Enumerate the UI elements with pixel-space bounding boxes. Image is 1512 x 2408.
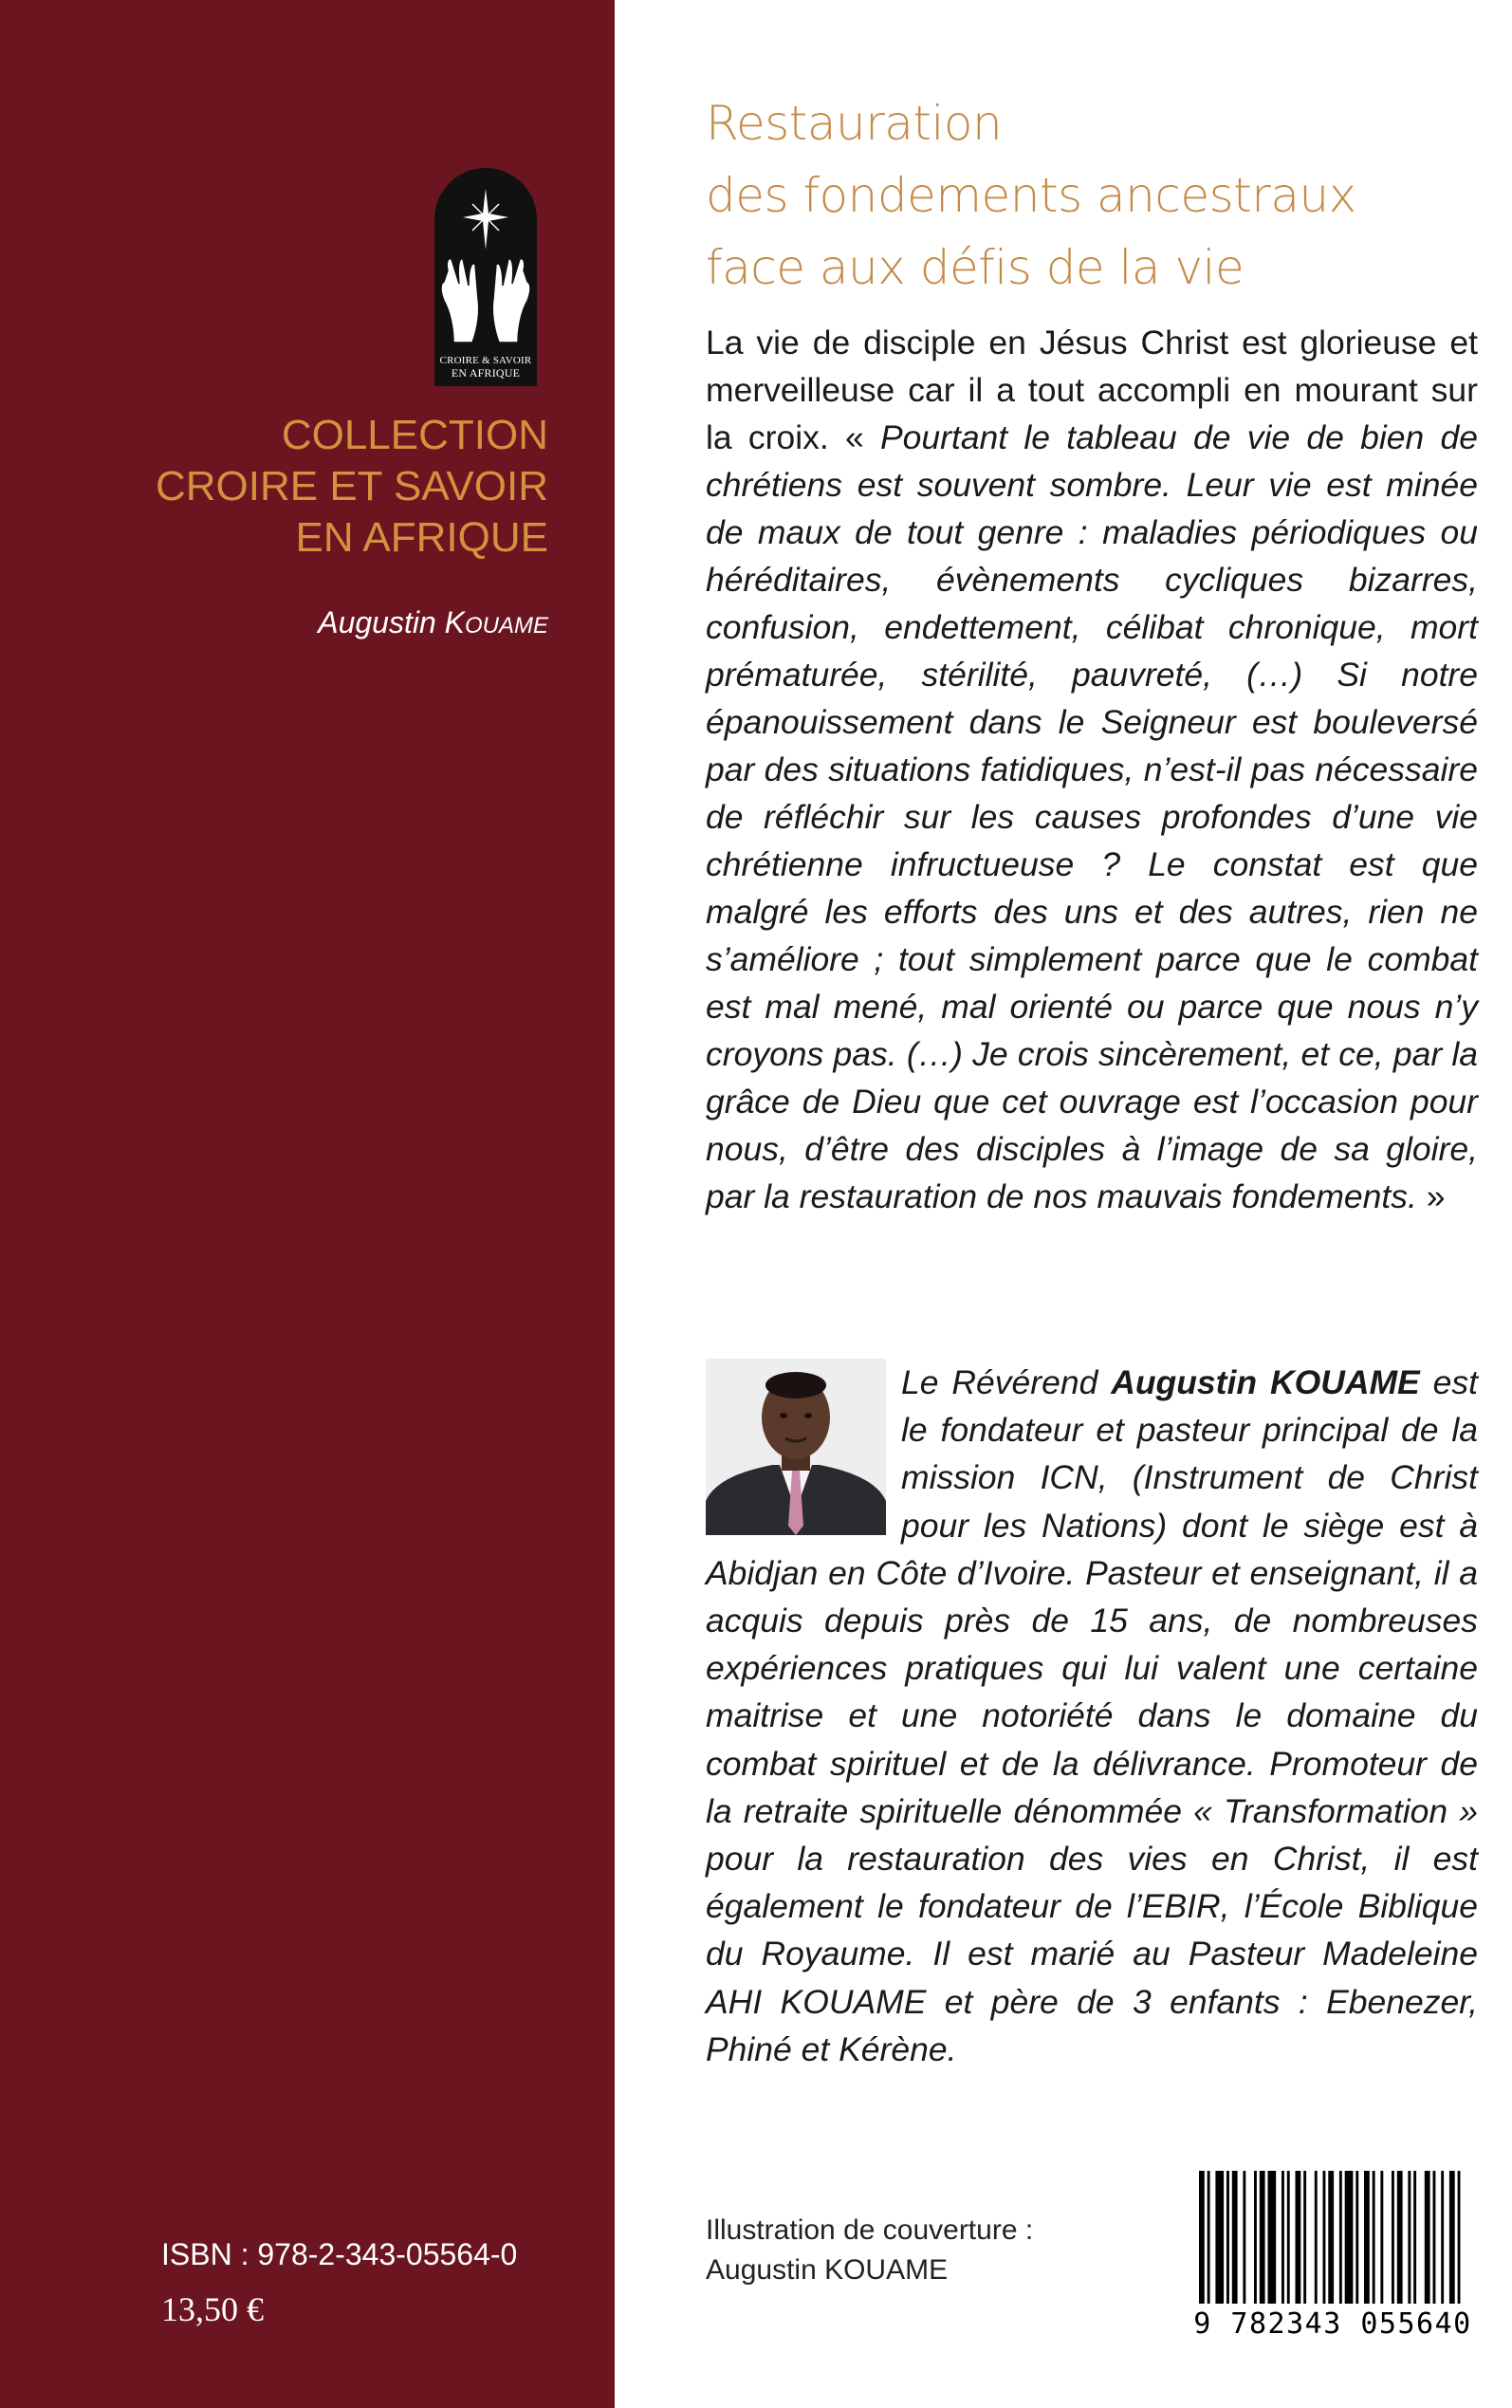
- title-line-3: face aux défis de la vie: [706, 240, 1245, 295]
- right-hand-icon: [492, 259, 530, 343]
- barcode-bar: [1373, 2171, 1375, 2304]
- barcode-bar: [1441, 2171, 1444, 2304]
- barcode-bar: [1397, 2171, 1403, 2304]
- barcode-bar: [1215, 2171, 1224, 2304]
- logo-text-line-2: EN AFRIQUE: [451, 366, 521, 380]
- barcode-bar: [1296, 2171, 1301, 2304]
- barcode-bar: [1433, 2171, 1436, 2304]
- barcode-bar: [1380, 2171, 1383, 2304]
- barcode-bar: [1339, 2171, 1342, 2304]
- bio-author-name: Augustin KOUAME: [1111, 1363, 1420, 1401]
- illustration-line-1: Illustration de couverture :: [706, 2214, 1034, 2246]
- author-last-initial: K: [444, 605, 465, 639]
- barcode-icon: [1184, 2165, 1482, 2307]
- title-line-2: des fondements ancestraux: [706, 168, 1356, 223]
- author-first-name: Augustin: [318, 605, 436, 639]
- collection-line-1: COLLECTION: [281, 412, 548, 458]
- barcode-bar: [1364, 2171, 1370, 2304]
- barcode-bar: [1408, 2171, 1411, 2304]
- barcode-bar: [1315, 2171, 1318, 2304]
- left-hand-icon: [441, 259, 479, 343]
- hands-star-logo-icon: [434, 168, 537, 353]
- left-author-name: [318, 605, 548, 640]
- illustration-credit: [706, 2211, 1033, 2290]
- barcode-bar: [1208, 2171, 1210, 2304]
- book-title: [706, 87, 1484, 304]
- bio-lead: Le Révérend: [901, 1363, 1112, 1401]
- title-line-1: Restauration: [706, 96, 1003, 151]
- collection-name: [55, 410, 548, 564]
- barcode-bar: [1199, 2171, 1205, 2304]
- barcode-bar: [1282, 2171, 1284, 2304]
- collection-logo: [434, 168, 537, 386]
- barcode-bar: [1323, 2171, 1326, 2304]
- barcode-bar: [1345, 2171, 1354, 2304]
- collection-line-3: EN AFRIQUE: [295, 514, 548, 561]
- summary-intro: La vie de disciple en Jésus Christ est glorieuse et merveilleuse car il a tout accompli en mourant sur la croix. «: [706, 324, 1478, 456]
- author-biography: [706, 1359, 1478, 2073]
- barcode-bar: [1287, 2171, 1290, 2304]
- author-last-rest: OUAME: [464, 613, 548, 639]
- logo-text-line-1: CROIRE & SAVOIR: [439, 355, 532, 366]
- barcode-bar: [1268, 2171, 1277, 2304]
- barcode-bar: [1260, 2171, 1265, 2304]
- star-icon: [463, 189, 508, 250]
- barcode: [1184, 2165, 1482, 2345]
- barcode-digits: 9 782343 055640: [1193, 2307, 1472, 2341]
- barcode-bar: [1232, 2171, 1238, 2304]
- barcode-bar: [1392, 2171, 1394, 2304]
- summary-quote: Pourtant le tableau de vie de bien de chrétiens est souvent sombre. Leur vie est minée de maux de tout genre : maladies périodiques ou héréditaires, évènements cycliques bizarres, confusion, endettement, célibat chronique, mort prématurée, stérilité, pauvreté, (…) Si notre épanouissement dans le Seigneur est bouleversé par des situations fatidiques, n’est-il pas nécessaire de réfléchir sur les causes profondes d’une vie chrétienne infructueuse ? Le constat est que malgré les efforts des uns et des autres, rien ne s’améliore ; tout simplement parce que le combat est mal mené, mal orienté ou parce que nous n’y croyons pas. (…) Je crois sincèrement, et ce, par la grâce de Dieu que cet ouvrage est l’occasion pour nous, d’être des disciples à l’image de sa gloire, par la restauration de nos mauvais fondements.: [706, 418, 1479, 1215]
- barcode-bar: [1303, 2171, 1306, 2304]
- barcode-bar: [1254, 2171, 1257, 2304]
- bio-text: est le fondateur et pasteur principal de la mission ICN, (Instrument de Christ pour les Nations) dont le siège est à Abidjan en Côte d’Ivoire. Pasteur et enseignant, il a acquis depuis près de 15 ans, de nombreuses expériences pratiques qui lui valent une certaine maitrise et une notoriété dans le domaine du combat spirituel et de la délivrance. Promoteur de la retraite spirituelle dénommée « Transformation » pour la restauration des vies en Christ, il est également le fondateur de l’EBIR, l’École Biblique du Royaume. Il est marié au Pasteur Madeleine AHI KOUAME et père de 3 enfants : Ebenezer, Phiné et Kérène.: [706, 1363, 1478, 2068]
- barcode-bar: [1413, 2171, 1416, 2304]
- book-summary: [706, 319, 1478, 1220]
- barcode-bar: [1449, 2171, 1455, 2304]
- barcode-bar: [1425, 2171, 1430, 2304]
- barcode-bar: [1328, 2171, 1334, 2304]
- barcode-bar: [1226, 2171, 1229, 2304]
- isbn: ISBN : 978-2-343-05564-0: [161, 2237, 518, 2271]
- summary-closing: »: [1416, 1177, 1446, 1215]
- illustration-line-2: Augustin KOUAME: [706, 2254, 949, 2286]
- collection-line-2: CROIRE ET SAVOIR: [155, 463, 548, 509]
- barcode-bar: [1355, 2171, 1358, 2304]
- barcode-bar: [1243, 2171, 1245, 2304]
- barcode-bar: [1458, 2171, 1461, 2304]
- price: 13,50 €: [161, 2290, 264, 2328]
